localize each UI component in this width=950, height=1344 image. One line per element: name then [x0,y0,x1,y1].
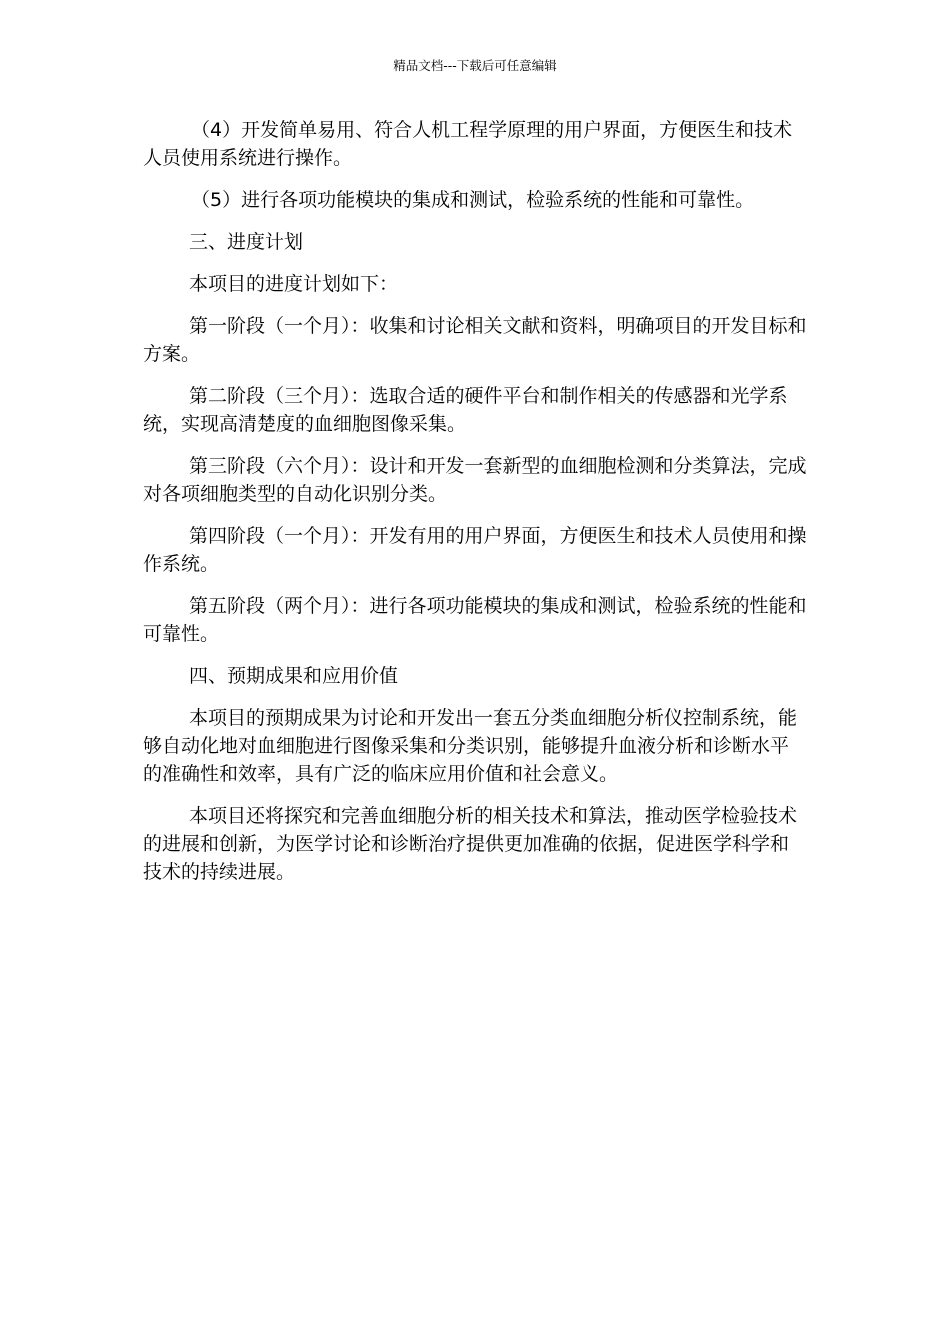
paragraph-outcomes-2: 本项目还将探究和完善血细胞分析的相关技术和算法，推动医学检验技术的进展和创新，为医学讨论和诊断治疗提供更加准确的依据，促进医学科学和技术的持续进展。 [143,805,798,883]
paragraph-phase-1: 第一阶段（一个月）：收集和讨论相关文献和资料，明确项目的开发目标和方案。 [143,315,807,365]
paragraph-phase-2: 第二阶段（三个月）：选取合适的硬件平台和制作相关的传感器和光学系统，实现高清楚度的血细胞图像采集。 [143,385,788,435]
page-header: 精品文档---下载后可任意编辑 [393,58,557,73]
paragraph-item-5: （5）进行各项功能模块的集成和测试，检验系统的性能和可靠性。 [191,189,755,211]
section-heading-schedule: 三、进度计划 [189,231,304,253]
document-body [143,116,807,900]
section-heading-outcomes: 四、预期成果和应用价值 [189,665,399,687]
paragraph-item-4: （4）开发简单易用、符合人机工程学原理的用户界面，方便医生和技术人员使用系统进行操作。 [143,119,793,169]
paragraph-schedule-intro: 本项目的进度计划如下： [189,273,399,295]
paragraph-outcomes-1: 本项目的预期成果为讨论和开发出一套五分类血细胞分析仪控制系统，能够自动化地对血细胞进行图像采集和分类识别，能够提升血液分析和诊断水平的准确性和效率，具有广泛的临床应用价值和社会意义。 [143,707,798,785]
paragraph-phase-3: 第三阶段（六个月）：设计和开发一套新型的血细胞检测和分类算法，完成对各项细胞类型的自动化识别分类。 [143,455,807,505]
paragraph-phase-5: 第五阶段（两个月）：进行各项功能模块的集成和测试，检验系统的性能和可靠性。 [143,595,807,645]
paragraph-phase-4: 第四阶段（一个月）：开发有用的用户界面，方便医生和技术人员使用和操作系统。 [143,525,807,575]
